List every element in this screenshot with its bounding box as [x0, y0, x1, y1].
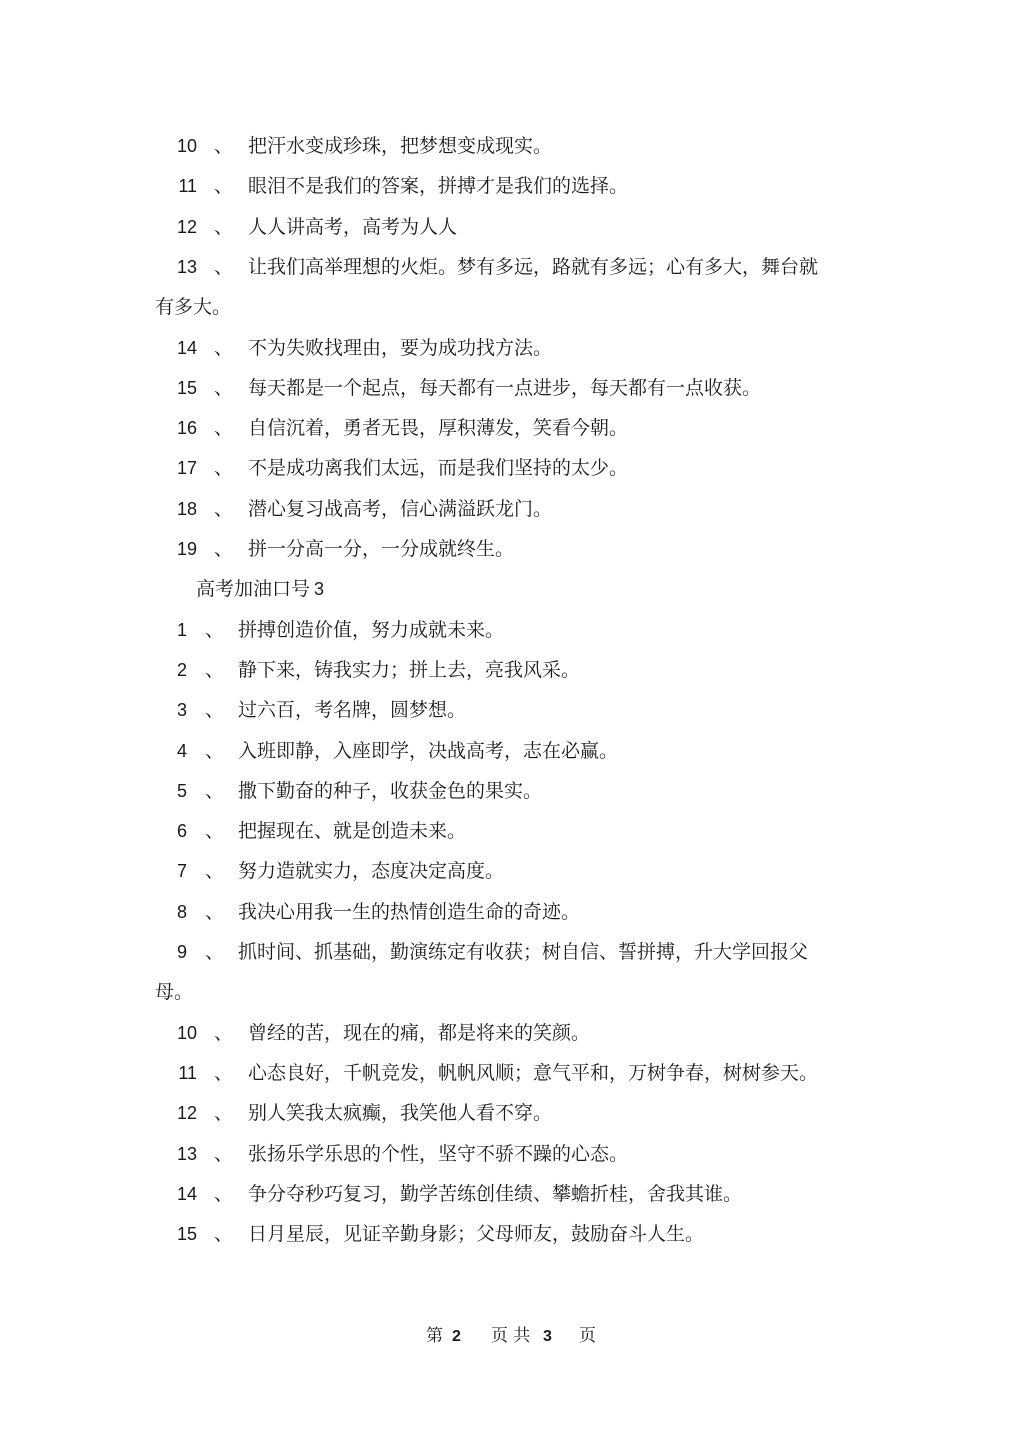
item-separator: 、 — [214, 376, 234, 399]
item-number: 13 — [176, 256, 197, 277]
item-separator: 、 — [214, 255, 234, 278]
item-text: 争分夺秒巧复习，勤学苦练创佳绩、攀蟾折桂，舍我其谁。 — [248, 1182, 743, 1205]
item-separator: 、 — [214, 1021, 234, 1044]
item-number: 12 — [176, 216, 197, 237]
item-text: 把汗水变成珍珠，把梦想变成现实。 — [248, 135, 553, 157]
section-heading-text: 高考加油口号 — [196, 578, 311, 601]
item-number: 6 — [176, 821, 187, 842]
item-number: 17 — [176, 458, 197, 479]
item-number: 4 — [176, 740, 187, 761]
item-number: 14 — [176, 1183, 197, 1204]
item-number: 9 — [176, 942, 187, 962]
item-separator: 、 — [205, 779, 225, 802]
item-text: 自信沉着，勇者无畏，厚积薄发，笑看今朝。 — [248, 417, 629, 440]
item-text-continuation: 母。 — [155, 981, 194, 1004]
item-text: 入班即静，入座即学，决战高考，志在必赢。 — [238, 739, 619, 762]
item-text: 每天都是一个起点，每天都有一点进步，每天都有一点收获。 — [248, 376, 762, 399]
item-number: 2 — [176, 659, 187, 680]
item-text: 拼一分高一分，一分成就终生。 — [248, 538, 515, 560]
item-separator: 、 — [214, 135, 234, 157]
item-number: 12 — [176, 1103, 197, 1124]
item-separator: 、 — [214, 1182, 234, 1205]
item-text: 眼泪不是我们的答案，拼搏才是我们的选择。 — [248, 175, 629, 198]
item-text: 日月星辰，见证辛勤身影；父母师友，鼓励奋斗人生。 — [248, 1223, 705, 1246]
item-separator: 、 — [205, 860, 225, 883]
item-number: 15 — [176, 377, 197, 398]
item-text: 曾经的苦，现在的痛，都是将来的笑颜。 — [248, 1021, 591, 1044]
item-separator: 、 — [205, 618, 225, 641]
item-number: 13 — [176, 1143, 197, 1164]
item-number: 1 — [176, 619, 187, 640]
item-separator: 、 — [205, 941, 225, 963]
item-text: 别人笑我太疯癫，我笑他人看不穿。 — [248, 1102, 553, 1125]
item-text: 潜心复习战高考，信心满溢跃龙门。 — [248, 497, 553, 520]
item-number: 19 — [176, 539, 197, 559]
item-separator: 、 — [214, 215, 234, 238]
item-text: 我决心用我一生的热情创造生命的奇迹。 — [238, 900, 581, 923]
item-separator: 、 — [214, 175, 234, 198]
item-text: 撒下勤奋的种子，收获金色的果实。 — [238, 779, 543, 802]
item-separator: 、 — [214, 1223, 234, 1246]
section-heading-number: 3 — [313, 579, 324, 600]
item-number: 15 — [176, 1224, 197, 1245]
item-number: 8 — [176, 901, 187, 922]
item-number: 16 — [176, 418, 197, 439]
item-text: 人人讲高考，高考为人人 — [248, 215, 458, 238]
item-text: 抓时间、抓基础，勤演练定有收获；树自信、誓拼搏，升大学回报父 — [238, 941, 809, 963]
item-separator: 、 — [214, 497, 234, 520]
item-separator: 、 — [214, 538, 234, 560]
item-text: 不为失败找理由，要为成功找方法。 — [248, 336, 553, 359]
item-separator: 、 — [205, 699, 225, 722]
item-separator: 、 — [214, 1142, 234, 1165]
item-separator: 、 — [214, 336, 234, 359]
footer-current-page: 2 — [452, 1328, 461, 1345]
footer-total-pages: 3 — [543, 1328, 552, 1345]
item-text: 张扬乐学乐思的个性，坚守不骄不躁的心态。 — [248, 1142, 629, 1165]
item-separator: 、 — [205, 658, 225, 681]
item-separator: 、 — [214, 417, 234, 440]
item-separator: 、 — [214, 457, 234, 480]
item-text-continuation: 有多大。 — [155, 296, 232, 319]
item-separator: 、 — [205, 900, 225, 923]
item-text: 把握现在、就是创造未来。 — [238, 820, 467, 843]
item-text: 拼搏创造价值，努力成就未来。 — [238, 618, 505, 641]
item-separator: 、 — [205, 739, 225, 762]
footer-suffix: 页 — [579, 1326, 596, 1346]
item-separator: 、 — [214, 1102, 234, 1125]
item-text: 让我们高举理想的火炬。梦有多远，路就有多远；心有多大，舞台就 — [248, 255, 819, 278]
item-separator: 、 — [205, 820, 225, 843]
item-number: 5 — [176, 780, 187, 801]
item-text: 努力造就实力，态度决定高度。 — [238, 860, 505, 883]
item-number: 10 — [176, 1022, 197, 1043]
item-text: 心态良好，千帆竞发，帆帆风顺；意气平和，万树争春，树树参天。 — [248, 1061, 819, 1084]
item-number: 11 — [178, 176, 197, 197]
footer-middle: 页 共 — [491, 1326, 531, 1346]
item-text: 不是成功离我们太远，而是我们坚持的太少。 — [248, 457, 629, 480]
footer-prefix: 第 — [426, 1326, 443, 1346]
item-number: 3 — [176, 700, 187, 721]
item-text: 过六百，考名牌，圆梦想。 — [238, 699, 467, 722]
item-number: 7 — [176, 861, 187, 882]
item-number: 18 — [176, 498, 197, 519]
item-number: 11 — [178, 1062, 197, 1083]
item-number: 14 — [176, 337, 197, 358]
item-text: 静下来，铸我实力；拼上去，亮我风采。 — [238, 658, 581, 681]
item-separator: 、 — [214, 1061, 234, 1084]
item-number: 10 — [176, 136, 197, 156]
